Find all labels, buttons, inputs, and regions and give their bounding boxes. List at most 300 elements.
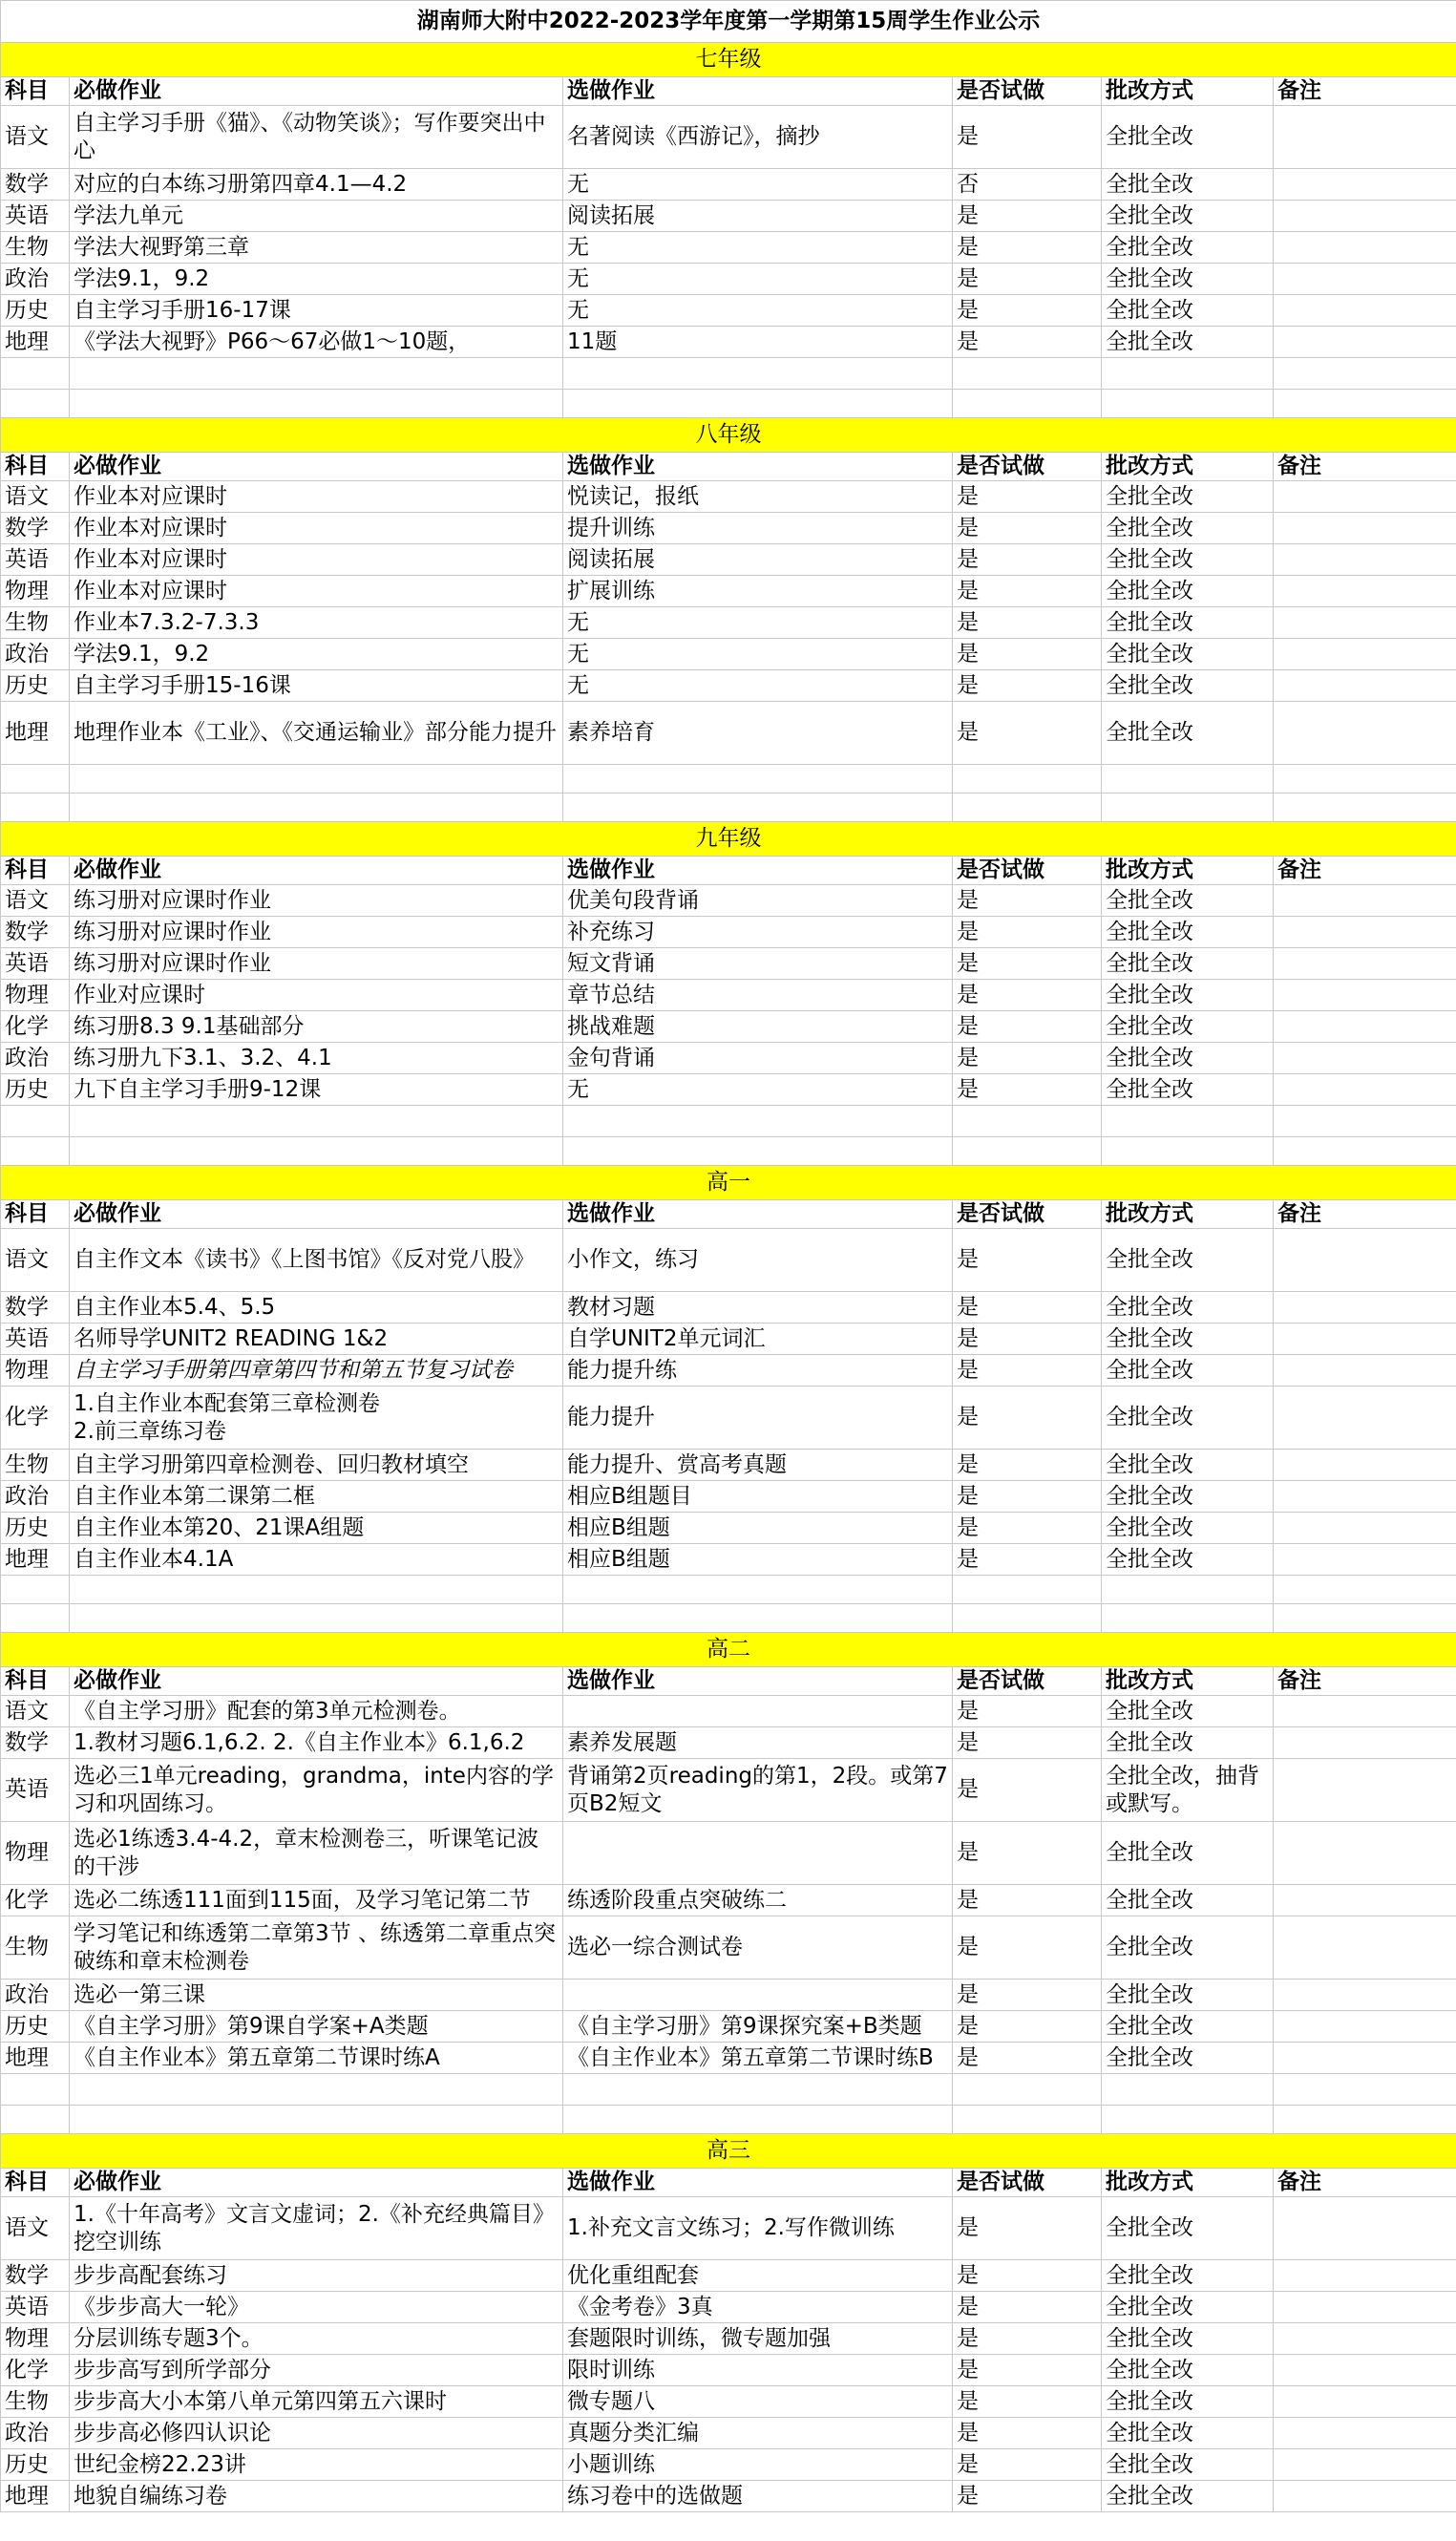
subject-cell[interactable]: 化学	[1, 1885, 70, 1916]
required-homework-cell[interactable]: 练习册对应课时作业	[70, 948, 563, 980]
empty-cell[interactable]	[1, 1106, 70, 1137]
grading-method-cell[interactable]: 全批全改	[1102, 1292, 1274, 1323]
note-cell[interactable]	[1274, 1450, 1456, 1481]
subject-cell[interactable]: 物理	[1, 980, 70, 1011]
subject-cell[interactable]: 英语	[1, 2292, 70, 2323]
required-homework-cell[interactable]: 选必二练透111面到115面，及学习笔记第二节	[70, 1885, 563, 1916]
required-homework-cell[interactable]: 1.教材习题6.1,6.2. 2.《自主作业本》6.1,6.2	[70, 1727, 563, 1759]
optional-homework-cell[interactable]: 微专题八	[563, 2386, 953, 2418]
tried-cell[interactable]: 是	[953, 576, 1102, 607]
empty-cell[interactable]	[1274, 1576, 1456, 1604]
optional-homework-cell[interactable]: 真题分类汇编	[563, 2418, 953, 2449]
grading-method-cell[interactable]: 全批全改	[1102, 2481, 1274, 2512]
subject-cell[interactable]: 物理	[1, 1822, 70, 1885]
grading-method-cell[interactable]: 全批全改	[1102, 1481, 1274, 1513]
empty-cell[interactable]	[70, 794, 563, 822]
required-homework-cell[interactable]: 步步高配套练习	[70, 2260, 563, 2292]
grading-method-cell[interactable]: 全批全改	[1102, 2386, 1274, 2418]
optional-homework-cell[interactable]: 名著阅读《西游记》，摘抄	[563, 106, 953, 169]
empty-cell[interactable]	[953, 1137, 1102, 1166]
column-header-subject[interactable]: 科目	[1, 453, 70, 481]
column-header-tried[interactable]: 是否试做	[953, 2169, 1102, 2197]
column-header-optional[interactable]: 选做作业	[563, 77, 953, 106]
note-cell[interactable]	[1274, 1544, 1456, 1576]
subject-cell[interactable]: 政治	[1, 2418, 70, 2449]
empty-cell[interactable]	[70, 358, 563, 390]
optional-homework-cell[interactable]: 《自主作业本》第五章第二节课时练B	[563, 2043, 953, 2074]
column-header-subject[interactable]: 科目	[1, 2169, 70, 2197]
tried-cell[interactable]: 否	[953, 169, 1102, 201]
required-homework-cell[interactable]: 世纪金榜22.23讲	[70, 2449, 563, 2481]
grade-title[interactable]: 八年级	[1, 418, 1456, 453]
subject-cell[interactable]: 英语	[1, 1323, 70, 1355]
subject-cell[interactable]: 数学	[1, 513, 70, 544]
optional-homework-cell[interactable]: 自学UNIT2单元词汇	[563, 1323, 953, 1355]
note-cell[interactable]	[1274, 702, 1456, 765]
grading-method-cell[interactable]: 全批全改	[1102, 639, 1274, 670]
optional-homework-cell[interactable]: 教材习题	[563, 1292, 953, 1323]
column-header-note[interactable]: 备注	[1274, 1200, 1456, 1229]
tried-cell[interactable]: 是	[953, 1822, 1102, 1885]
optional-homework-cell[interactable]: 无	[563, 264, 953, 295]
tried-cell[interactable]: 是	[953, 295, 1102, 327]
grade-title[interactable]: 高三	[1, 2134, 1456, 2169]
note-cell[interactable]	[1274, 513, 1456, 544]
column-header-tried[interactable]: 是否试做	[953, 857, 1102, 885]
optional-homework-cell[interactable]: 练习卷中的选做题	[563, 2481, 953, 2512]
empty-cell[interactable]	[1274, 1604, 1456, 1633]
required-homework-cell[interactable]: 名师导学UNIT2 READING 1&2	[70, 1323, 563, 1355]
required-homework-cell[interactable]: 分层训练专题3个。	[70, 2323, 563, 2355]
tried-cell[interactable]: 是	[953, 106, 1102, 169]
empty-cell[interactable]	[563, 2074, 953, 2106]
grading-method-cell[interactable]: 全批全改，抽背或默写。	[1102, 1759, 1274, 1822]
grading-method-cell[interactable]: 全批全改	[1102, 2043, 1274, 2074]
optional-homework-cell[interactable]: 《自主学习册》第9课探究案+B类题	[563, 2011, 953, 2043]
column-header-note[interactable]: 备注	[1274, 2169, 1456, 2197]
tried-cell[interactable]: 是	[953, 201, 1102, 232]
note-cell[interactable]	[1274, 1481, 1456, 1513]
required-homework-cell[interactable]: 作业本对应课时	[70, 481, 563, 513]
grading-method-cell[interactable]: 全批全改	[1102, 1822, 1274, 1885]
tried-cell[interactable]: 是	[953, 1885, 1102, 1916]
subject-cell[interactable]: 数学	[1, 169, 70, 201]
subject-cell[interactable]: 生物	[1, 2386, 70, 2418]
grading-method-cell[interactable]: 全批全改	[1102, 1916, 1274, 1980]
subject-cell[interactable]: 英语	[1, 544, 70, 576]
grading-method-cell[interactable]: 全批全改	[1102, 2323, 1274, 2355]
grading-method-cell[interactable]: 全批全改	[1102, 1885, 1274, 1916]
grading-method-cell[interactable]: 全批全改	[1102, 576, 1274, 607]
grade-title[interactable]: 七年级	[1, 43, 1456, 77]
tried-cell[interactable]: 是	[953, 264, 1102, 295]
tried-cell[interactable]: 是	[953, 2043, 1102, 2074]
optional-homework-cell[interactable]: 无	[563, 169, 953, 201]
required-homework-cell[interactable]: 对应的白本练习册第四章4.1—4.2	[70, 169, 563, 201]
optional-homework-cell[interactable]: 相应B组题	[563, 1513, 953, 1544]
optional-homework-cell[interactable]: 无	[563, 232, 953, 264]
empty-cell[interactable]	[1274, 2106, 1456, 2134]
optional-homework-cell[interactable]: 素养发展题	[563, 1727, 953, 1759]
subject-cell[interactable]: 生物	[1, 607, 70, 639]
empty-cell[interactable]	[1, 765, 70, 794]
subject-cell[interactable]: 历史	[1, 1074, 70, 1106]
tried-cell[interactable]: 是	[953, 2260, 1102, 2292]
empty-cell[interactable]	[1102, 1576, 1274, 1604]
optional-homework-cell[interactable]: 练透阶段重点突破练二	[563, 1885, 953, 1916]
subject-cell[interactable]: 地理	[1, 2043, 70, 2074]
subject-cell[interactable]: 数学	[1, 1292, 70, 1323]
tried-cell[interactable]: 是	[953, 1696, 1102, 1727]
note-cell[interactable]	[1274, 576, 1456, 607]
empty-cell[interactable]	[1274, 2074, 1456, 2106]
grading-method-cell[interactable]: 全批全改	[1102, 1727, 1274, 1759]
empty-cell[interactable]	[953, 2106, 1102, 2134]
grade-title[interactable]: 高一	[1, 1166, 1456, 1200]
empty-cell[interactable]	[1274, 1137, 1456, 1166]
column-header-required[interactable]: 必做作业	[70, 77, 563, 106]
optional-homework-cell[interactable]: 小作文，练习	[563, 1229, 953, 1292]
column-header-optional[interactable]: 选做作业	[563, 1667, 953, 1696]
note-cell[interactable]	[1274, 670, 1456, 702]
tried-cell[interactable]: 是	[953, 1292, 1102, 1323]
note-cell[interactable]	[1274, 2449, 1456, 2481]
optional-homework-cell[interactable]: 挑战难题	[563, 1011, 953, 1043]
grading-method-cell[interactable]: 全批全改	[1102, 702, 1274, 765]
tried-cell[interactable]: 是	[953, 1387, 1102, 1450]
optional-homework-cell[interactable]: 悦读记，报纸	[563, 481, 953, 513]
subject-cell[interactable]: 政治	[1, 1043, 70, 1074]
column-header-required[interactable]: 必做作业	[70, 453, 563, 481]
subject-cell[interactable]: 物理	[1, 576, 70, 607]
subject-cell[interactable]: 化学	[1, 1011, 70, 1043]
optional-homework-cell[interactable]: 限时训练	[563, 2355, 953, 2386]
column-header-required[interactable]: 必做作业	[70, 857, 563, 885]
note-cell[interactable]	[1274, 1011, 1456, 1043]
column-header-grading[interactable]: 批改方式	[1102, 2169, 1274, 2197]
optional-homework-cell[interactable]: 金句背诵	[563, 1043, 953, 1074]
note-cell[interactable]	[1274, 2481, 1456, 2512]
grading-method-cell[interactable]: 全批全改	[1102, 1355, 1274, 1387]
column-header-grading[interactable]: 批改方式	[1102, 453, 1274, 481]
column-header-optional[interactable]: 选做作业	[563, 1200, 953, 1229]
empty-cell[interactable]	[1, 1604, 70, 1633]
column-header-grading[interactable]: 批改方式	[1102, 77, 1274, 106]
tried-cell[interactable]: 是	[953, 2355, 1102, 2386]
grading-method-cell[interactable]: 全批全改	[1102, 1696, 1274, 1727]
optional-homework-cell[interactable]: 扩展训练	[563, 576, 953, 607]
subject-cell[interactable]: 语文	[1, 1229, 70, 1292]
subject-cell[interactable]: 政治	[1, 639, 70, 670]
required-homework-cell[interactable]: 1.《十年高考》文言文虚词；2.《补充经典篇目》挖空训练	[70, 2197, 563, 2260]
note-cell[interactable]	[1274, 1043, 1456, 1074]
optional-homework-cell[interactable]: 无	[563, 670, 953, 702]
column-header-required[interactable]: 必做作业	[70, 1200, 563, 1229]
note-cell[interactable]	[1274, 327, 1456, 358]
grading-method-cell[interactable]: 全批全改	[1102, 232, 1274, 264]
required-homework-cell[interactable]: 学法9.1，9.2	[70, 264, 563, 295]
subject-cell[interactable]: 地理	[1, 327, 70, 358]
optional-homework-cell[interactable]: 能力提升、赏高考真题	[563, 1450, 953, 1481]
grading-method-cell[interactable]: 全批全改	[1102, 1980, 1274, 2011]
note-cell[interactable]	[1274, 1822, 1456, 1885]
grading-method-cell[interactable]: 全批全改	[1102, 2197, 1274, 2260]
empty-cell[interactable]	[953, 1106, 1102, 1137]
required-homework-cell[interactable]: 作业本对应课时	[70, 513, 563, 544]
subject-cell[interactable]: 历史	[1, 1513, 70, 1544]
note-cell[interactable]	[1274, 917, 1456, 948]
subject-cell[interactable]: 数学	[1, 1727, 70, 1759]
column-header-optional[interactable]: 选做作业	[563, 453, 953, 481]
note-cell[interactable]	[1274, 1727, 1456, 1759]
tried-cell[interactable]: 是	[953, 2481, 1102, 2512]
column-header-grading[interactable]: 批改方式	[1102, 857, 1274, 885]
empty-cell[interactable]	[953, 765, 1102, 794]
tried-cell[interactable]: 是	[953, 1916, 1102, 1980]
grading-method-cell[interactable]: 全批全改	[1102, 544, 1274, 576]
tried-cell[interactable]: 是	[953, 1074, 1102, 1106]
empty-cell[interactable]	[1274, 358, 1456, 390]
empty-cell[interactable]	[563, 358, 953, 390]
required-homework-cell[interactable]: 练习册对应课时作业	[70, 917, 563, 948]
optional-homework-cell[interactable]: 1.补充文言文练习；2.写作微训练	[563, 2197, 953, 2260]
subject-cell[interactable]: 历史	[1, 295, 70, 327]
required-homework-cell[interactable]: 《自主学习册》第9课自学案+A类题	[70, 2011, 563, 2043]
tried-cell[interactable]: 是	[953, 2323, 1102, 2355]
grading-method-cell[interactable]: 全批全改	[1102, 670, 1274, 702]
subject-cell[interactable]: 化学	[1, 1387, 70, 1450]
required-homework-cell[interactable]: 自主作业本第20、21课A组题	[70, 1513, 563, 1544]
empty-cell[interactable]	[953, 1576, 1102, 1604]
grading-method-cell[interactable]: 全批全改	[1102, 201, 1274, 232]
subject-cell[interactable]: 生物	[1, 232, 70, 264]
empty-cell[interactable]	[563, 2106, 953, 2134]
optional-homework-cell[interactable]	[563, 1822, 953, 1885]
column-header-grading[interactable]: 批改方式	[1102, 1200, 1274, 1229]
empty-cell[interactable]	[70, 1106, 563, 1137]
subject-cell[interactable]: 语文	[1, 481, 70, 513]
empty-cell[interactable]	[563, 1137, 953, 1166]
empty-cell[interactable]	[1102, 358, 1274, 390]
tried-cell[interactable]: 是	[953, 1011, 1102, 1043]
subject-cell[interactable]: 地理	[1, 702, 70, 765]
required-homework-cell[interactable]: 练习册8.3 9.1基础部分	[70, 1011, 563, 1043]
empty-cell[interactable]	[1, 358, 70, 390]
empty-cell[interactable]	[953, 794, 1102, 822]
grading-method-cell[interactable]: 全批全改	[1102, 264, 1274, 295]
grading-method-cell[interactable]: 全批全改	[1102, 295, 1274, 327]
tried-cell[interactable]: 是	[953, 2197, 1102, 2260]
column-header-required[interactable]: 必做作业	[70, 2169, 563, 2197]
required-homework-cell[interactable]: 选必1练透3.4-4.2，章末检测卷三，听课笔记波的干涉	[70, 1822, 563, 1885]
grading-method-cell[interactable]: 全批全改	[1102, 1544, 1274, 1576]
note-cell[interactable]	[1274, 201, 1456, 232]
note-cell[interactable]	[1274, 1980, 1456, 2011]
note-cell[interactable]	[1274, 1292, 1456, 1323]
grading-method-cell[interactable]: 全批全改	[1102, 169, 1274, 201]
required-homework-cell[interactable]: 作业本对应课时	[70, 576, 563, 607]
note-cell[interactable]	[1274, 1355, 1456, 1387]
note-cell[interactable]	[1274, 544, 1456, 576]
empty-cell[interactable]	[563, 1106, 953, 1137]
note-cell[interactable]	[1274, 106, 1456, 169]
grading-method-cell[interactable]: 全批全改	[1102, 327, 1274, 358]
optional-homework-cell[interactable]: 相应B组题目	[563, 1481, 953, 1513]
tried-cell[interactable]: 是	[953, 544, 1102, 576]
optional-homework-cell[interactable]: 提升训练	[563, 513, 953, 544]
tried-cell[interactable]: 是	[953, 2011, 1102, 2043]
required-homework-cell[interactable]: 自主学习手册16-17课	[70, 295, 563, 327]
tried-cell[interactable]: 是	[953, 232, 1102, 264]
required-homework-cell[interactable]: 自主学习手册第四章第四节和第五节复习试卷	[70, 1355, 563, 1387]
note-cell[interactable]	[1274, 607, 1456, 639]
optional-homework-cell[interactable]: 章节总结	[563, 980, 953, 1011]
optional-homework-cell[interactable]: 小题训练	[563, 2449, 953, 2481]
note-cell[interactable]	[1274, 1759, 1456, 1822]
required-homework-cell[interactable]: 《自主作业本》第五章第二节课时练A	[70, 2043, 563, 2074]
grading-method-cell[interactable]: 全批全改	[1102, 1043, 1274, 1074]
grading-method-cell[interactable]: 全批全改	[1102, 2292, 1274, 2323]
note-cell[interactable]	[1274, 264, 1456, 295]
note-cell[interactable]	[1274, 2197, 1456, 2260]
column-header-optional[interactable]: 选做作业	[563, 857, 953, 885]
column-header-tried[interactable]: 是否试做	[953, 77, 1102, 106]
empty-cell[interactable]	[1274, 390, 1456, 418]
note-cell[interactable]	[1274, 2011, 1456, 2043]
page-title[interactable]: 湖南师大附中2022-2023学年度第一学期第15周学生作业公示	[1, 1, 1456, 43]
tried-cell[interactable]: 是	[953, 513, 1102, 544]
required-homework-cell[interactable]: 九下自主学习手册9-12课	[70, 1074, 563, 1106]
subject-cell[interactable]: 政治	[1, 264, 70, 295]
required-homework-cell[interactable]: 地理作业本《工业》、《交通运输业》部分能力提升	[70, 702, 563, 765]
tried-cell[interactable]: 是	[953, 1355, 1102, 1387]
subject-cell[interactable]: 生物	[1, 1450, 70, 1481]
grading-method-cell[interactable]: 全批全改	[1102, 980, 1274, 1011]
grading-method-cell[interactable]: 全批全改	[1102, 1323, 1274, 1355]
column-header-tried[interactable]: 是否试做	[953, 453, 1102, 481]
tried-cell[interactable]: 是	[953, 1513, 1102, 1544]
subject-cell[interactable]: 生物	[1, 1916, 70, 1980]
empty-cell[interactable]	[1102, 390, 1274, 418]
grading-method-cell[interactable]: 全批全改	[1102, 917, 1274, 948]
subject-cell[interactable]: 语文	[1, 885, 70, 917]
tried-cell[interactable]: 是	[953, 885, 1102, 917]
required-homework-cell[interactable]: 练习册九下3.1、3.2、4.1	[70, 1043, 563, 1074]
empty-cell[interactable]	[563, 390, 953, 418]
tried-cell[interactable]: 是	[953, 607, 1102, 639]
empty-cell[interactable]	[1102, 2106, 1274, 2134]
column-header-subject[interactable]: 科目	[1, 1200, 70, 1229]
note-cell[interactable]	[1274, 2418, 1456, 2449]
required-homework-cell[interactable]: 选必一第三课	[70, 1980, 563, 2011]
subject-cell[interactable]: 英语	[1, 201, 70, 232]
optional-homework-cell[interactable]: 《金考卷》3真	[563, 2292, 953, 2323]
subject-cell[interactable]: 政治	[1, 1481, 70, 1513]
grading-method-cell[interactable]: 全批全改	[1102, 1387, 1274, 1450]
optional-homework-cell[interactable]	[563, 1980, 953, 2011]
note-cell[interactable]	[1274, 2043, 1456, 2074]
required-homework-cell[interactable]: 《自主学习册》配套的第3单元检测卷。	[70, 1696, 563, 1727]
empty-cell[interactable]	[953, 2074, 1102, 2106]
empty-cell[interactable]	[1102, 2074, 1274, 2106]
grading-method-cell[interactable]: 全批全改	[1102, 2418, 1274, 2449]
empty-cell[interactable]	[70, 2106, 563, 2134]
column-header-note[interactable]: 备注	[1274, 77, 1456, 106]
grade-title[interactable]: 九年级	[1, 822, 1456, 857]
required-homework-cell[interactable]: 学法大视野第三章	[70, 232, 563, 264]
column-header-required[interactable]: 必做作业	[70, 1667, 563, 1696]
tried-cell[interactable]: 是	[953, 670, 1102, 702]
grading-method-cell[interactable]: 全批全改	[1102, 948, 1274, 980]
required-homework-cell[interactable]: 地貌自编练习卷	[70, 2481, 563, 2512]
subject-cell[interactable]: 数学	[1, 2260, 70, 2292]
note-cell[interactable]	[1274, 232, 1456, 264]
note-cell[interactable]	[1274, 169, 1456, 201]
empty-cell[interactable]	[563, 765, 953, 794]
empty-cell[interactable]	[1102, 794, 1274, 822]
grading-method-cell[interactable]: 全批全改	[1102, 2449, 1274, 2481]
note-cell[interactable]	[1274, 2292, 1456, 2323]
tried-cell[interactable]: 是	[953, 2386, 1102, 2418]
grading-method-cell[interactable]: 全批全改	[1102, 1229, 1274, 1292]
subject-cell[interactable]: 数学	[1, 917, 70, 948]
note-cell[interactable]	[1274, 481, 1456, 513]
grade-title[interactable]: 高二	[1, 1633, 1456, 1667]
empty-cell[interactable]	[1, 1576, 70, 1604]
empty-cell[interactable]	[953, 358, 1102, 390]
grading-method-cell[interactable]: 全批全改	[1102, 2355, 1274, 2386]
optional-homework-cell[interactable]	[563, 1696, 953, 1727]
required-homework-cell[interactable]: 自主作业本5.4、5.5	[70, 1292, 563, 1323]
note-cell[interactable]	[1274, 1696, 1456, 1727]
grading-method-cell[interactable]: 全批全改	[1102, 106, 1274, 169]
empty-cell[interactable]	[1102, 1106, 1274, 1137]
empty-cell[interactable]	[70, 1576, 563, 1604]
tried-cell[interactable]: 是	[953, 948, 1102, 980]
grading-method-cell[interactable]: 全批全改	[1102, 2011, 1274, 2043]
required-homework-cell[interactable]: 自主学习册第四章检测卷、回归教材填空	[70, 1450, 563, 1481]
tried-cell[interactable]: 是	[953, 1323, 1102, 1355]
required-homework-cell[interactable]: 选必三1单元reading，grandma，inte内容的学习和巩固练习。	[70, 1759, 563, 1822]
required-homework-cell[interactable]: 《学法大视野》P66～67必做1～10题，	[70, 327, 563, 358]
tried-cell[interactable]: 是	[953, 702, 1102, 765]
required-homework-cell[interactable]: 学法九单元	[70, 201, 563, 232]
tried-cell[interactable]: 是	[953, 1043, 1102, 1074]
column-header-note[interactable]: 备注	[1274, 453, 1456, 481]
note-cell[interactable]	[1274, 1885, 1456, 1916]
empty-cell[interactable]	[1, 1137, 70, 1166]
required-homework-cell[interactable]: 作业本7.3.2-7.3.3	[70, 607, 563, 639]
optional-homework-cell[interactable]: 短文背诵	[563, 948, 953, 980]
tried-cell[interactable]: 是	[953, 1759, 1102, 1822]
optional-homework-cell[interactable]: 阅读拓展	[563, 544, 953, 576]
grading-method-cell[interactable]: 全批全改	[1102, 513, 1274, 544]
note-cell[interactable]	[1274, 948, 1456, 980]
tried-cell[interactable]: 是	[953, 980, 1102, 1011]
empty-cell[interactable]	[1274, 765, 1456, 794]
required-homework-cell[interactable]: 自主作文本《读书》《上图书馆》《反对党八股》	[70, 1229, 563, 1292]
note-cell[interactable]	[1274, 2260, 1456, 2292]
subject-cell[interactable]: 语文	[1, 1696, 70, 1727]
empty-cell[interactable]	[1102, 1137, 1274, 1166]
empty-cell[interactable]	[70, 765, 563, 794]
empty-cell[interactable]	[1102, 1604, 1274, 1633]
note-cell[interactable]	[1274, 980, 1456, 1011]
subject-cell[interactable]: 英语	[1, 1759, 70, 1822]
note-cell[interactable]	[1274, 2355, 1456, 2386]
note-cell[interactable]	[1274, 639, 1456, 670]
required-homework-cell[interactable]: 练习册对应课时作业	[70, 885, 563, 917]
